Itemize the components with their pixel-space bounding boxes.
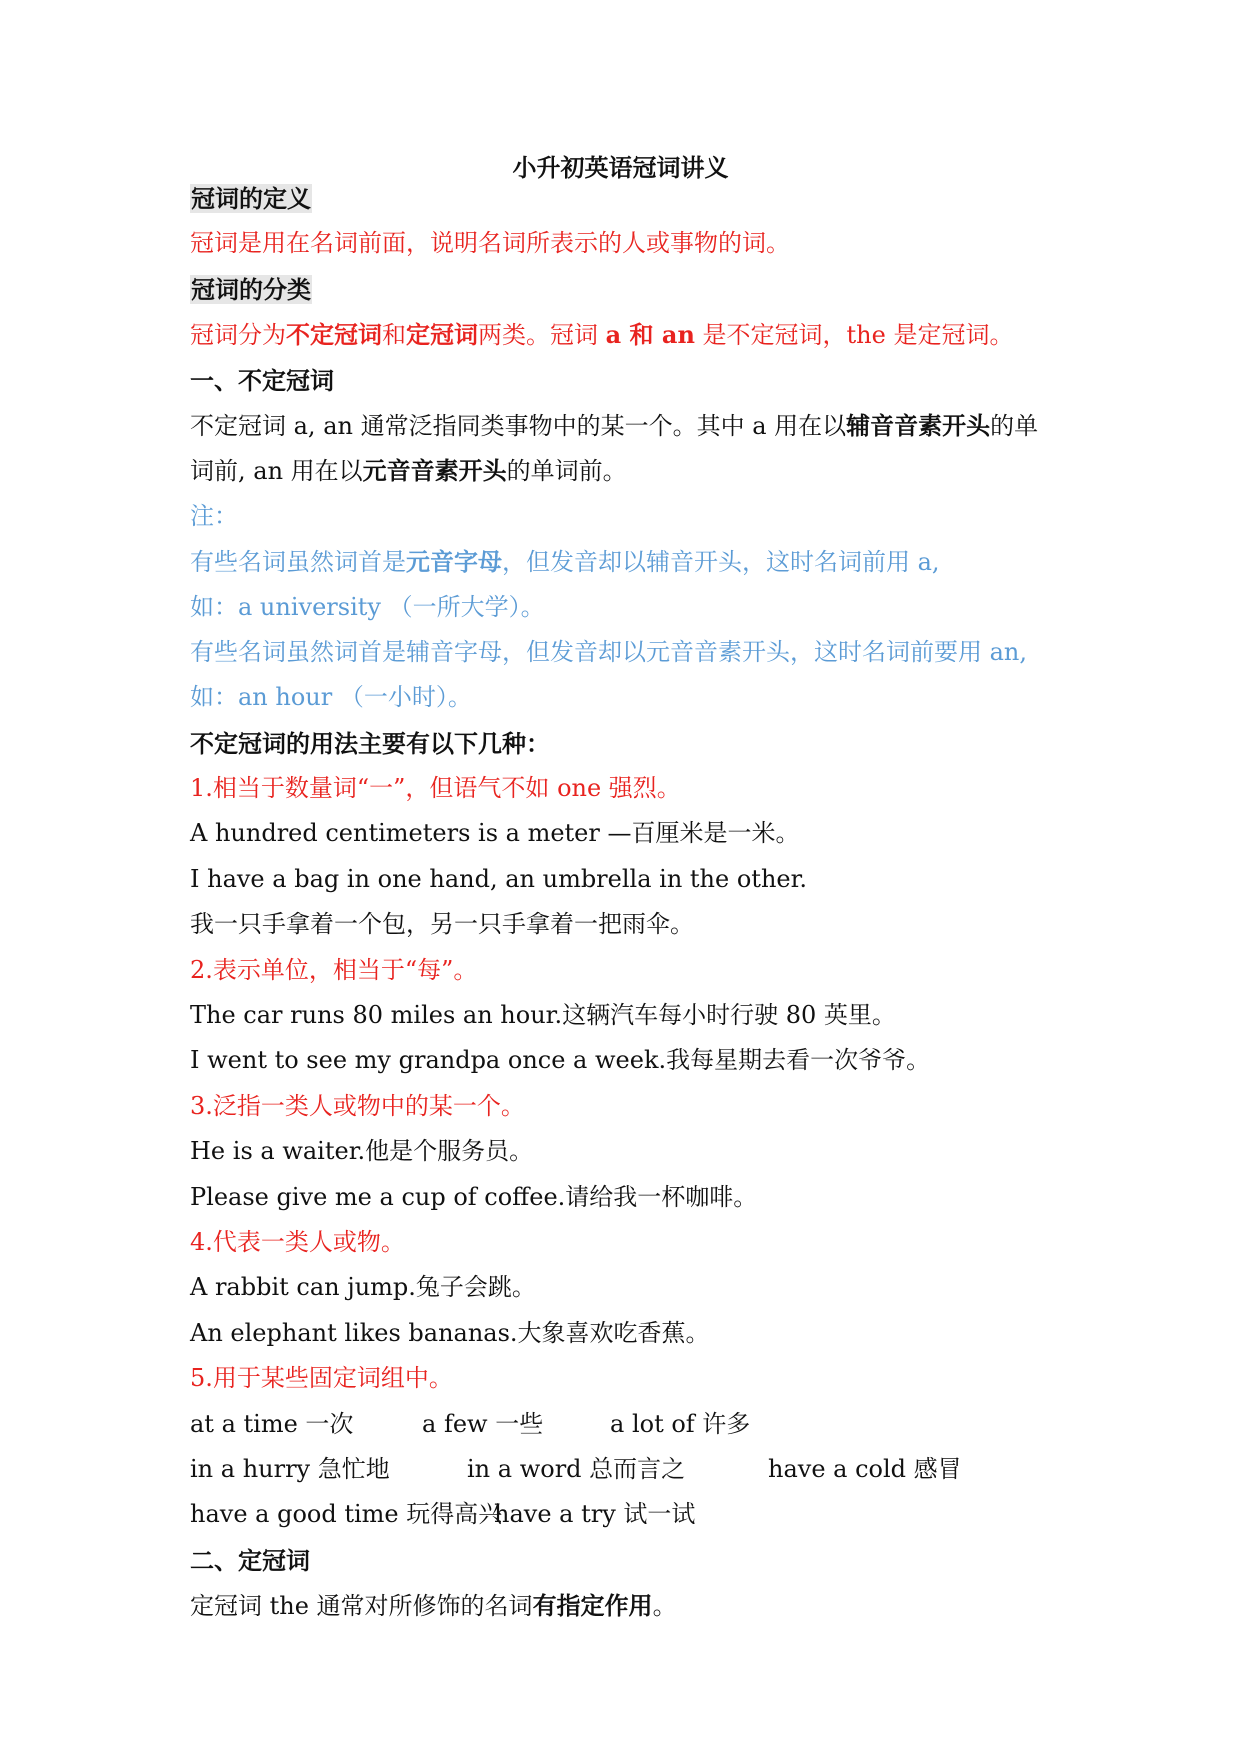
indefinite-part: 的单词前。: [506, 457, 627, 486]
definition-heading-line: [190, 176, 1070, 221]
usage-1-example: A hundred centimeters is a meter —百厘米是一米。: [190, 819, 800, 848]
usage-2-title: 2.表示单位，相当于“每”。: [190, 955, 478, 984]
usage-4-example: A rabbit can jump.兔子会跳。: [190, 1273, 536, 1302]
usage-4-title: 4.代表一类人或物。: [190, 1227, 405, 1256]
document-body: [190, 176, 1070, 1629]
note-2: 有些名词虽然词首是辅音字母，但发音却以元音音素开头，这时名词前要用 an,: [190, 637, 1028, 666]
indefinite-part: 的单: [990, 411, 1039, 440]
classification-part: 和: [382, 321, 406, 350]
classification-part: 是不定冠词，the 是定冠词。: [694, 321, 1014, 350]
classification-text: [190, 312, 1070, 357]
phrase-item: in a word 总而言之: [467, 1454, 686, 1483]
note-vowel-letter: 元音字母: [406, 547, 502, 577]
phrase-item: in a hurry 急忙地: [190, 1454, 390, 1483]
phrase-row-3: [190, 1492, 1070, 1537]
indefinite-part: 不定冠词 a, an 通常泛指同类事物中的某一个。其中 a 用在以: [190, 411, 847, 440]
indefinite-part: 词前, an 用在以: [190, 457, 363, 486]
usage-4-example: An elephant likes bananas.大象喜欢吃香蕉。: [190, 1318, 710, 1347]
indefinite-consonant-sound: 辅音音素开头: [846, 410, 991, 440]
usage-2-example: The car runs 80 miles an hour.这辆汽车每小时行驶 80 英里。: [190, 1001, 896, 1030]
classification-part: 两类。冠词: [478, 321, 606, 350]
note-2-example: 如：an hour （一小时）。: [190, 683, 472, 712]
indefinite-text-line-1: [190, 403, 1070, 448]
classification-heading-line: [190, 267, 1070, 312]
classification-term-definite: 定冠词: [406, 320, 478, 350]
classification-part: 冠词分为: [190, 321, 286, 350]
indefinite-heading: 一、不定冠词: [190, 365, 334, 395]
usage-1-example: I have a bag in one hand, an umbrella in the other.: [190, 864, 808, 893]
note-part: 有些名词虽然词首是: [190, 548, 406, 577]
indefinite-text-line-2: [190, 448, 1070, 493]
note-1: [190, 539, 1070, 584]
phrase-item: a few 一些: [422, 1409, 544, 1438]
usage-1-example: 我一只手拿着一个包，另一只手拿着一把雨伞。: [190, 910, 694, 939]
classification-term-a-an: a 和 an: [605, 320, 695, 350]
usage-3-title: 3.泛指一类人或物中的某一个。: [190, 1091, 525, 1120]
usage-2-example: I went to see my grandpa once a week.我每星期去看一次爷爷。: [190, 1046, 931, 1075]
usage-3-example: He is a waiter.他是个服务员。: [190, 1137, 534, 1166]
usage-1-title: 1.相当于数量词“一”，但语气不如 one 强烈。: [190, 774, 681, 803]
classification-heading: 冠词的分类: [191, 274, 311, 304]
phrase-row-2: [190, 1447, 1070, 1492]
phrase-row-1: [190, 1402, 1070, 1447]
note-label: 注：: [190, 501, 238, 530]
phrase-item: a lot of 许多: [610, 1409, 751, 1438]
definite-heading: 二、定冠词: [190, 1545, 310, 1575]
usage-3-example: Please give me a cup of coffee.请给我一杯咖啡。: [190, 1182, 758, 1211]
note-part: ，但发音却以辅音开头，这时名词前用 a,: [502, 548, 940, 577]
definite-specifying-role: 有指定作用: [532, 1591, 653, 1621]
usage-5-title: 5.用于某些固定词组中。: [190, 1364, 453, 1393]
definition-heading: 冠词的定义: [191, 184, 311, 213]
phrase-item: have a cold 感冒: [768, 1454, 962, 1483]
usage-heading: 不定冠词的用法主要有以下几种：: [190, 728, 550, 758]
phrase-item: have a good time 玩得高兴: [190, 1500, 503, 1529]
definite-text: [190, 1583, 1070, 1628]
classification-term-indefinite: 不定冠词: [286, 320, 382, 350]
note-1-example: 如：a university （一所大学）。: [190, 592, 545, 621]
phrase-item: at a time 一次: [190, 1409, 354, 1438]
definite-part: 定冠词 the 通常对所修饰的名词: [190, 1592, 533, 1621]
phrase-item: have a try 试一试: [494, 1500, 696, 1529]
page-title: 小升初英语冠词讲义: [512, 153, 729, 182]
definition-text: 冠词是用在名词前面，说明名词所表示的人或事物的词。: [190, 229, 790, 258]
definite-part: 。: [652, 1592, 677, 1621]
indefinite-vowel-sound: 元音音素开头: [362, 456, 507, 486]
